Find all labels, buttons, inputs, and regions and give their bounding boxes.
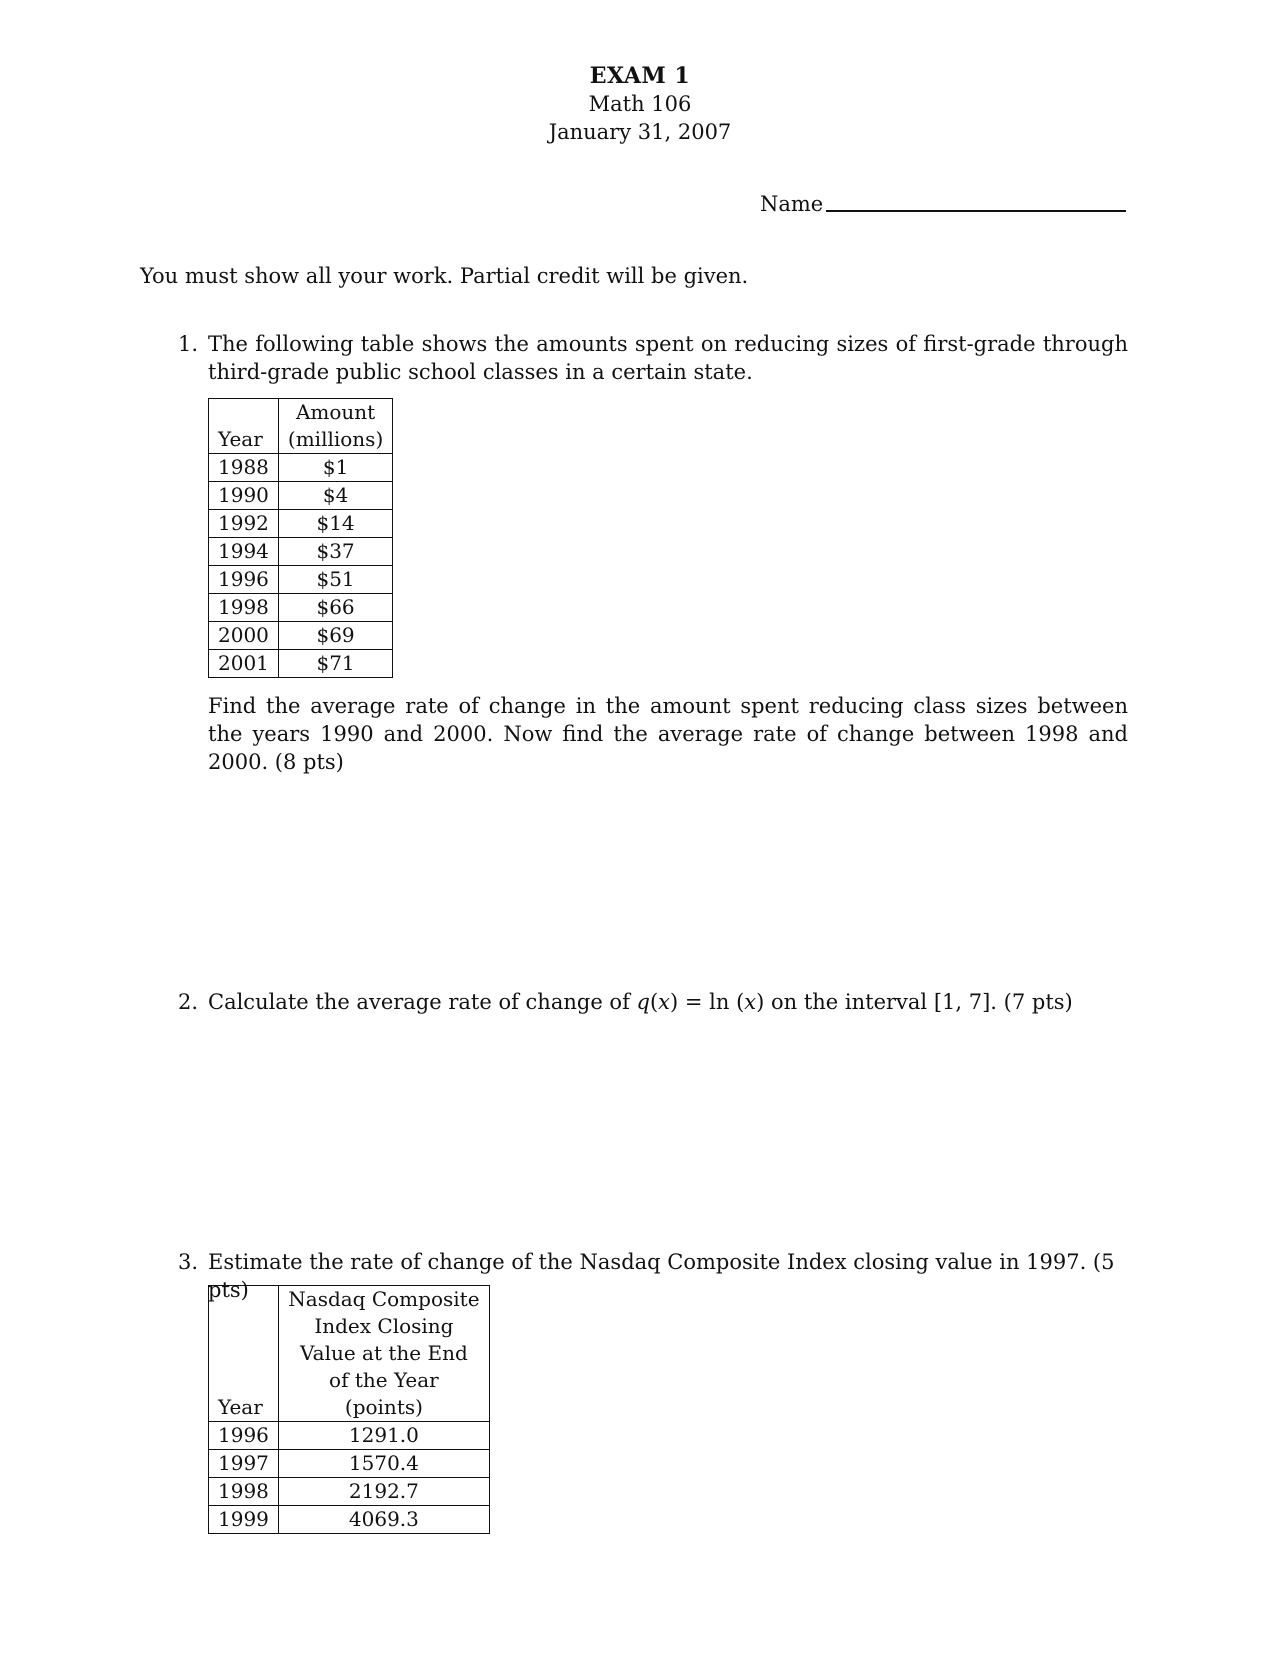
table-row [209,594,393,622]
nasdaq-header-line: Value at the End [300,1341,468,1365]
problem-2-text-after: . (7 pts) [990,990,1073,1014]
amount-cell: $51 [278,566,392,594]
formula-open-paren: ( [649,990,659,1014]
nasdaq-header-line: Index Closing [314,1314,454,1338]
problem-3-question: Estimate the rate of change of the Nasdaq Composite Index closing value in 1997. (5 pts) [208,1250,1115,1302]
amount-cell: $71 [278,650,392,678]
amount-cell: $37 [278,538,392,566]
interval: [1, 7] [933,990,991,1014]
year-cell: 1997 [209,1450,279,1478]
table-row [209,1478,490,1506]
formula-equals-ln: ) = ln ( [670,990,745,1014]
year-cell: 1998 [209,594,279,622]
year-cell: 1992 [209,510,279,538]
nasdaq-header-line: (points) [344,1395,423,1419]
value-cell: 1291.0 [278,1422,489,1450]
table-row [209,1422,490,1450]
year-column-header: Year [209,1286,279,1422]
year-cell: 2001 [209,650,279,678]
problem-1-intro: The following table shows the amounts spent on reducing sizes of first-grade through third-grade public school classes in a certain state. [208,332,1128,384]
amount-header-line2: (millions) [287,427,384,451]
value-cell: 2192.7 [278,1478,489,1506]
exam-header [0,62,1280,146]
nasdaq-table [208,1285,490,1534]
problem-2-number: 2. [178,990,199,1014]
value-cell: 1570.4 [278,1450,489,1478]
problem-1-number: 1. [178,332,199,356]
problem-1 [178,330,1128,386]
table-row [209,1450,490,1478]
amount-cell: $66 [278,594,392,622]
table-row [209,1506,490,1534]
course-name: Math 106 [588,92,692,116]
table-row [209,538,393,566]
year-cell: 1998 [209,1478,279,1506]
year-cell: 1988 [209,454,279,482]
formula-function-name: q [636,990,650,1014]
problem-3-number: 3. [178,1250,199,1274]
name-label: Name [760,192,824,216]
exam-title: EXAM 1 [589,63,691,89]
problem-2-text [208,988,1128,1016]
formula-close-paren: ) [756,990,765,1014]
table-header-row [209,1286,490,1422]
amount-header-line1: Amount [295,400,376,424]
year-cell: 1990 [209,482,279,510]
problem-2-text-mid: on the interval [764,990,934,1014]
year-cell: 1996 [209,566,279,594]
year-column-header: Year [209,399,279,454]
spending-table [208,398,393,678]
table-row [209,510,393,538]
year-cell: 1994 [209,538,279,566]
amount-cell: $4 [278,482,392,510]
nasdaq-column-header [278,1286,489,1422]
amount-cell: $69 [278,622,392,650]
table-row [209,482,393,510]
formula-variable: x [744,990,757,1014]
formula-variable: x [658,990,671,1014]
amount-cell: $1 [278,454,392,482]
problem-1-question: Find the average rate of change in the amount spent reducing class sizes between the years 1990 and 2000. Now find the average rate of change between 1998 and 2000. (8 pts) [208,694,1128,774]
instructions: You must show all your work. Partial credit will be given. [140,264,749,288]
table-row [209,454,393,482]
problem-2 [178,988,1128,1016]
nasdaq-header-line: of the Year [329,1368,439,1392]
table-header-row [209,399,393,454]
year-cell: 2000 [209,622,279,650]
nasdaq-header-line: Nasdaq Composite [288,1287,480,1311]
amount-cell: $14 [278,510,392,538]
year-cell: 1999 [209,1506,279,1534]
value-cell: 4069.3 [278,1506,489,1534]
year-cell: 1996 [209,1422,279,1450]
table-row [209,566,393,594]
amount-column-header [278,399,392,454]
problem-2-text-before: Calculate the average rate of change of [208,990,637,1014]
table-row [209,650,393,678]
table-row [209,622,393,650]
exam-date: January 31, 2007 [548,120,732,144]
name-blank-line [826,210,1126,212]
